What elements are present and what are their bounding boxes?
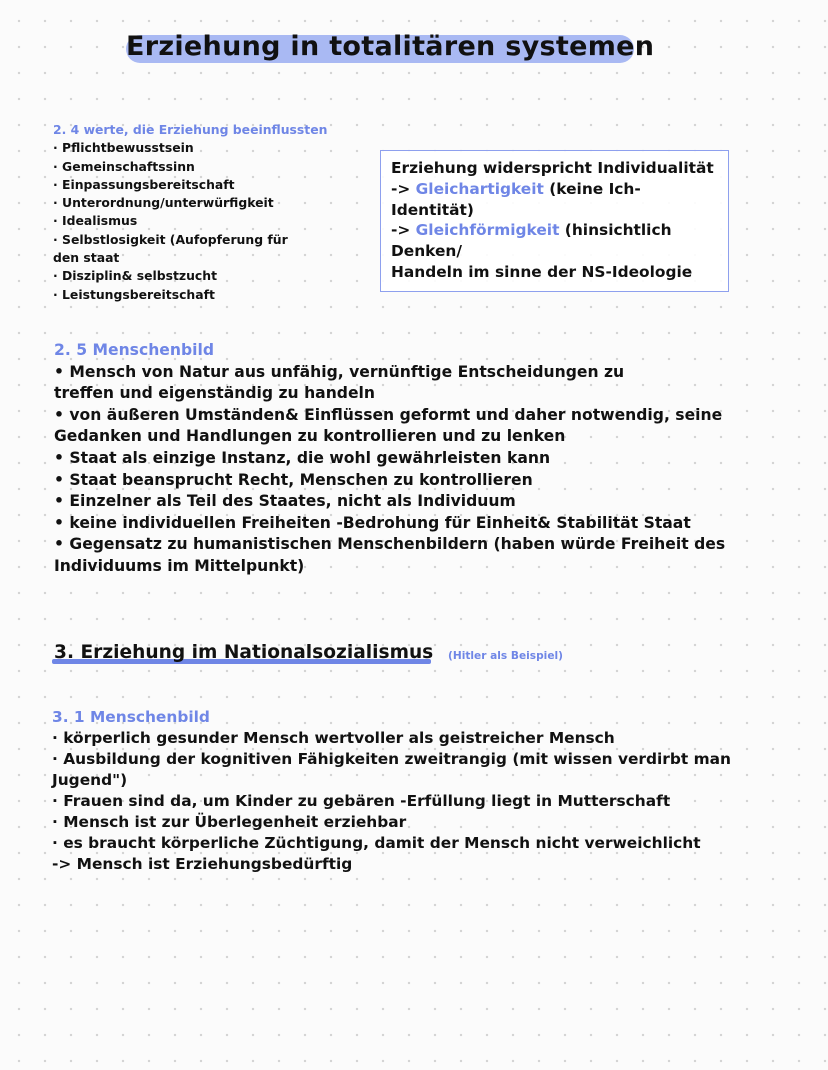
- list-item: · Einpassungsbereitschaft: [53, 176, 235, 192]
- note-line: Identität): [391, 200, 474, 219]
- text-line: · körperlich gesunder Mensch wertvoller als geistreicher Mensch: [52, 729, 615, 747]
- note-line-rest: (keine Ich-: [543, 179, 641, 198]
- text-line: Jugend"): [52, 771, 128, 789]
- text-line: · Mensch ist zur Überlegenheit erziehbar: [52, 813, 407, 831]
- page-title: Erziehung in totalitären systemen: [126, 31, 655, 62]
- text-line: -> Mensch ist Erziehungsbedürftig: [52, 855, 353, 873]
- text-line: • Mensch von Natur aus unfähig, vernünftige Entscheidungen zu: [54, 362, 625, 381]
- note-box: [380, 150, 729, 292]
- arrow: ->: [391, 221, 416, 240]
- list-item: · Selbstlosigkeit (Aufopferung für: [53, 231, 288, 247]
- text-line: • Gegensatz zu humanistischen Menschenbildern (haben würde Freiheit des: [54, 535, 726, 554]
- note-line: Denken/: [391, 242, 463, 261]
- term-gleichartigkeit: Gleichartigkeit: [415, 179, 544, 198]
- section-2-5: [54, 340, 725, 578]
- list-item: · Gemeinschaftssinn: [53, 158, 195, 174]
- text-line: Individuums im Mittelpunkt): [54, 556, 305, 575]
- note-box-text: [391, 158, 714, 283]
- list-item: · Leistungsbereitschaft: [53, 286, 215, 302]
- text-line: · Frauen sind da, um Kinder zu gebären -Erfüllung liegt in Mutterschaft: [52, 792, 671, 810]
- section-2-5-heading: 2. 5 Menschenbild: [54, 341, 214, 359]
- list-item: · Idealismus: [53, 213, 138, 229]
- section-3-note: (Hitler als Beispiel): [448, 650, 563, 662]
- text-line: • Staat beansprucht Recht, Menschen zu kontrollieren: [54, 470, 533, 489]
- text-line: • Staat als einzige Instanz, die wohl gewährleisten kann: [54, 448, 551, 467]
- arrow: ->: [391, 179, 416, 198]
- note-line: [391, 179, 714, 200]
- term-gleichfoermigkeit: Gleichförmigkeit: [415, 221, 560, 240]
- text-line: • Einzelner als Teil des Staates, nicht als Individuum: [54, 492, 516, 511]
- note-line: Erziehung widerspricht Individualität: [391, 159, 714, 177]
- text-line: treffen und eigenständig zu handeln: [54, 384, 375, 403]
- section-2-4-heading: 2. 4 werte, die Erziehung beeinflussten: [53, 122, 328, 137]
- note-line-rest: (hinsichtlich: [559, 221, 672, 240]
- title-block: [126, 30, 655, 64]
- section-3-1: [52, 707, 731, 875]
- text-line: • keine individuellen Freiheiten -Bedrohung für Einheit& Stabilität Staat: [54, 513, 691, 532]
- list-item: · Disziplin& selbstzucht: [53, 268, 218, 284]
- list-item: den staat: [53, 250, 120, 266]
- list-item: · Pflichtbewusstsein: [53, 140, 194, 156]
- text-line: · es braucht körperliche Züchtigung, damit der Mensch nicht verweichlicht: [52, 834, 701, 852]
- text-line: · Ausbildung der kognitiven Fähigkeiten zweitrangig (mit wissen verdirbt man: [52, 750, 731, 768]
- note-line: [391, 220, 714, 241]
- text-line: Gedanken und Handlungen zu kontrollieren und zu lenken: [54, 427, 566, 446]
- note-line: Handeln im sinne der NS-Ideologie: [391, 262, 693, 281]
- section-2-4: [53, 121, 327, 304]
- list-item: · Unterordnung/unterwürfigkeit: [53, 195, 274, 211]
- section-3-1-heading: 3. 1 Menschenbild: [52, 708, 210, 726]
- text-line: • von äußeren Umständen& Einflüssen geformt und daher notwendig, seine: [54, 405, 723, 424]
- section-3-heading: 3. Erziehung im Nationalsozialismus: [54, 642, 434, 663]
